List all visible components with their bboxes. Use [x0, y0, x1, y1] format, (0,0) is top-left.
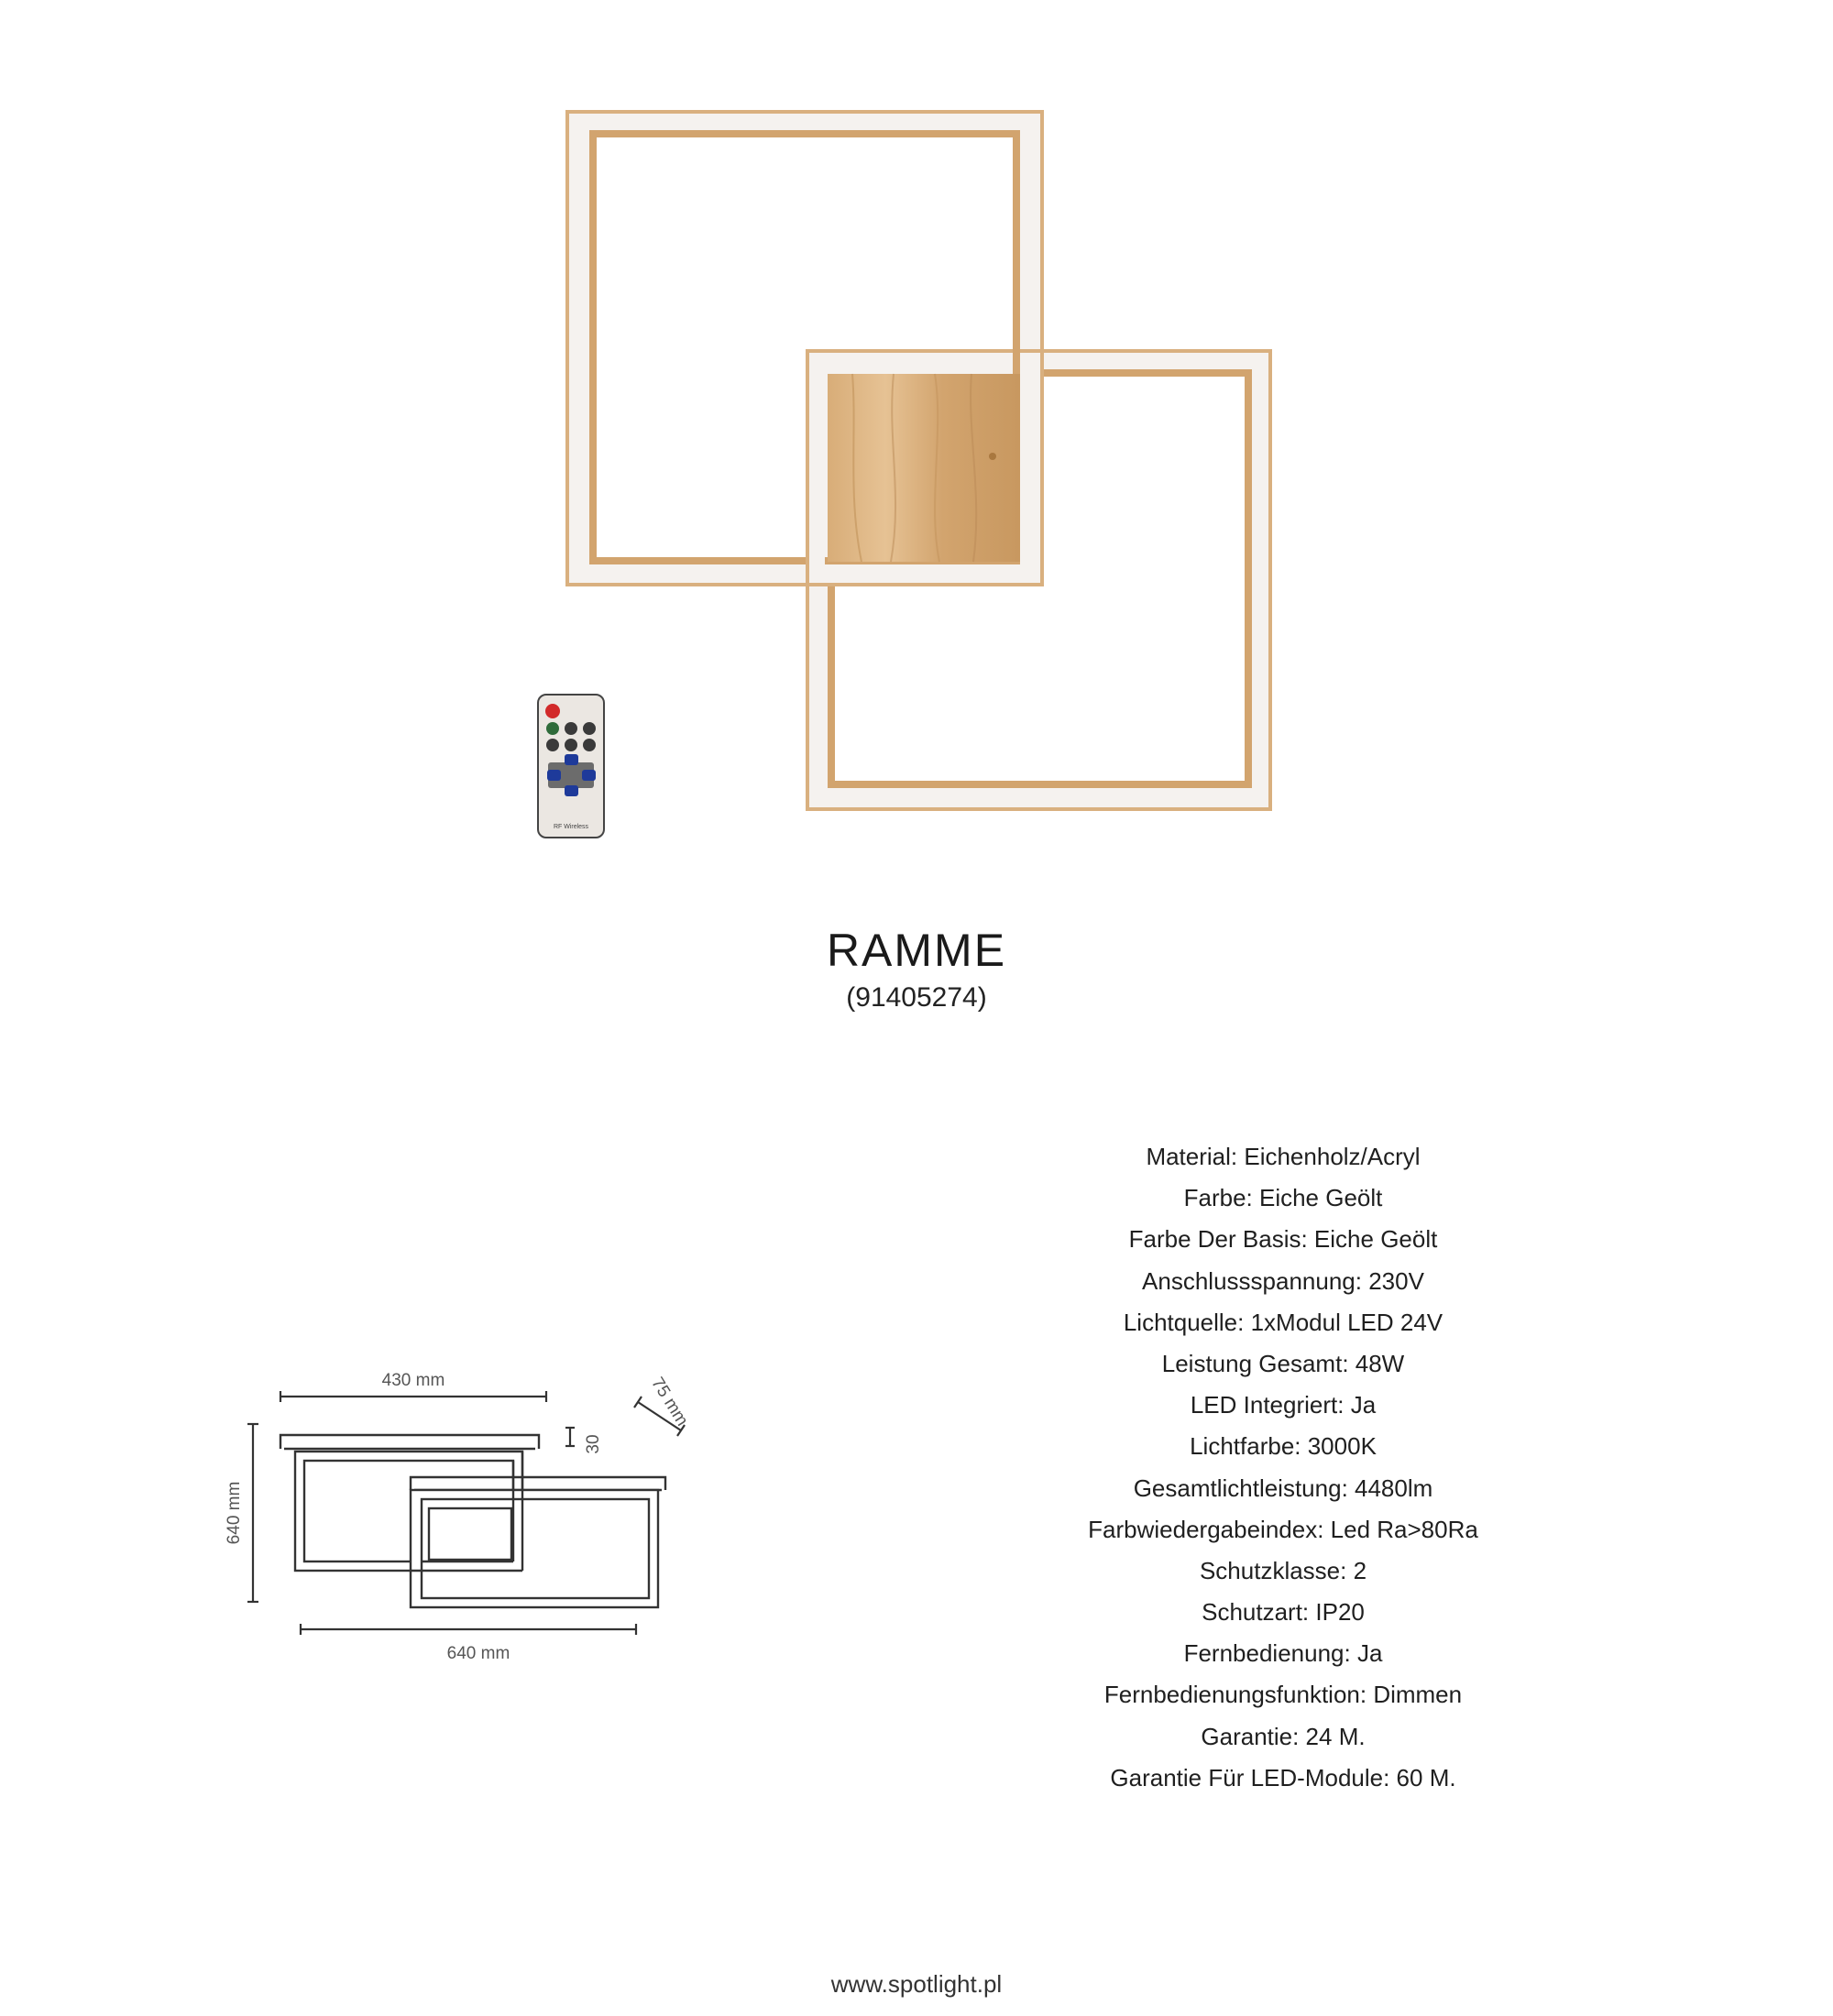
spec-item: Garantie: 24 M.	[1201, 1722, 1366, 1750]
spec-item: LED Integriert: Ja	[1190, 1391, 1377, 1419]
dimension-lamp-outline	[280, 1435, 665, 1607]
remote-brand-text: RF Wireless	[553, 824, 589, 830]
spec-item: Anschlussspannung: 230V	[1142, 1266, 1424, 1295]
spec-item: Fernbedienung: Ja	[1183, 1639, 1383, 1668]
spec-item: Farbwiedergabeindex: Led Ra>80Ra	[1088, 1515, 1478, 1543]
dim-label-width-total: 640 mm	[446, 1644, 510, 1663]
wooden-base-block	[828, 374, 1020, 562]
power-icon	[545, 704, 560, 718]
spec-item: Fernbedienungsfunktion: Dimmen	[1103, 1681, 1463, 1709]
dim-label-height: 640 mm	[225, 1481, 245, 1545]
spec-item: Material: Eichenholz/Acryl	[1146, 1143, 1421, 1170]
product-code: (91405274)	[846, 982, 987, 1013]
spec-item: Gesamtlichtleistung: 4480lm	[1133, 1474, 1433, 1502]
spec-item: Farbe Der Basis: Eiche Geölt	[1128, 1225, 1438, 1254]
spec-item: Schutzklasse: 2	[1199, 1556, 1367, 1584]
dim-label-width-small: 430 mm	[381, 1371, 445, 1390]
spec-item: Leistung Gesamt: 48W	[1161, 1349, 1405, 1377]
dim-label-depth: 75 mm	[647, 1374, 692, 1430]
spec-list	[1008, 1136, 1558, 1799]
product-name: RAMME	[826, 925, 1007, 976]
footer-url[interactable]: www.spotlight.pl	[830, 1970, 1003, 1998]
spec-item: Farbe: Eiche Geölt	[1183, 1184, 1383, 1212]
spec-item: Garantie Für LED-Module: 60 M.	[1110, 1763, 1456, 1791]
spec-item: Lichtquelle: 1xModul LED 24V	[1123, 1308, 1443, 1336]
dim-label-thickness: 30	[584, 1434, 604, 1454]
spec-item: Lichtfarbe: 3000K	[1190, 1432, 1377, 1461]
spec-item: Schutzart: IP20	[1202, 1598, 1365, 1627]
product-image	[0, 0, 1833, 880]
dimension-drawing	[211, 1356, 724, 1686]
remote-control	[538, 695, 604, 838]
